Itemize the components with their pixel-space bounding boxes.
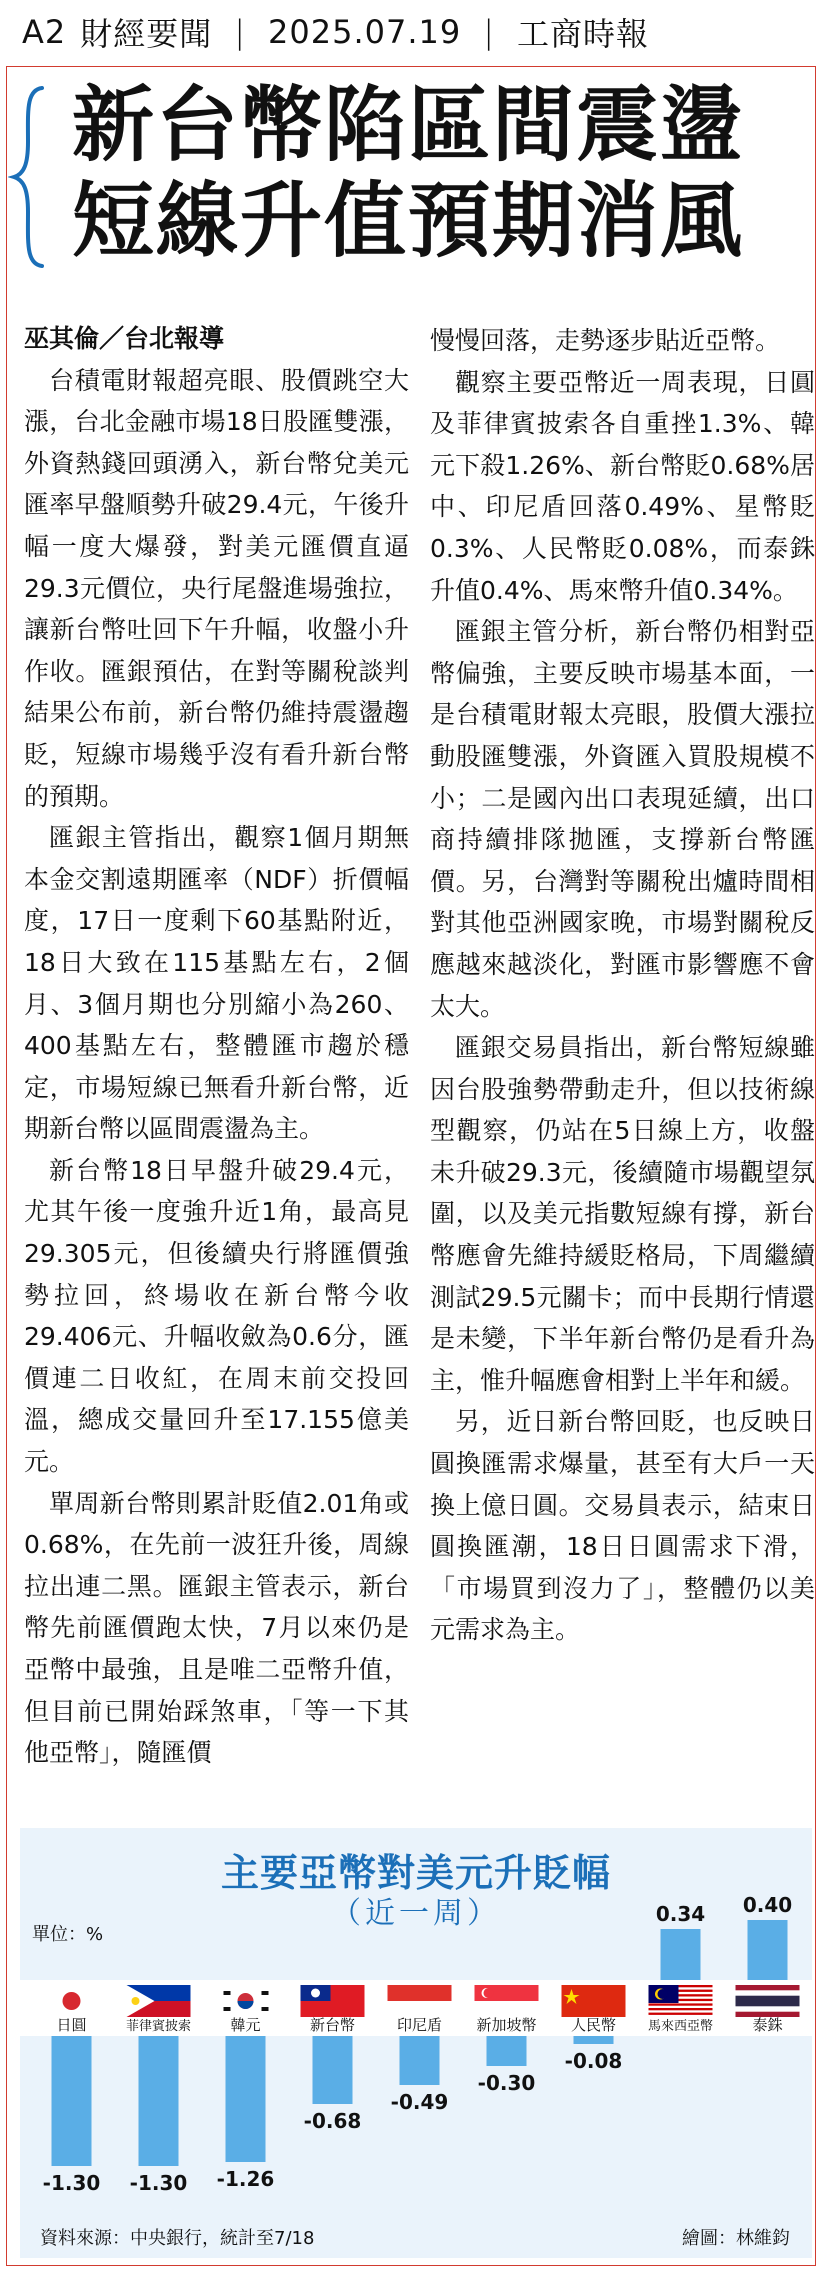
paragraph: 單周新台幣則累計貶值2.01角或0.68%，在先前一波狂升後，周線拉出連二黑。匯銀主管表示，新台幣先前匯價跑太快，7月以來仍是亞幣中最強，且是唯二亞幣升值，但目前已開始踩煞車，「等一下其他亞幣」，隨匯價 <box>24 1488 409 1768</box>
value-label: -0.68 <box>303 2109 362 2133</box>
paragraph: 匯銀主管指出，觀察1個月期無本金交割遠期匯率（NDF）折價幅度，17日一度剩下60基點附近，18日大致在115基點左右，2個月、3個月期也分別縮小為260、400基點左右，整體匯市趨於穩定，市場短線已無看升新台幣，近期新台幣以區間震盪為主。 <box>24 823 409 1144</box>
article-column-left <box>24 318 409 1774</box>
value-label: -1.30 <box>129 2171 188 2195</box>
chart-source: 資料來源：中央銀行，統計至7/18 <box>40 2228 315 2249</box>
value-label: -1.30 <box>42 2171 101 2195</box>
chart-credit: 繪圖：林維鈞 <box>682 2228 790 2249</box>
value-label: 0.34 <box>655 1902 706 1926</box>
category-label: 菲律賓披索 <box>125 2019 192 2034</box>
bar-8 <box>661 1929 701 1980</box>
bar-2 <box>139 2036 179 2166</box>
paragraph: 另，近日新台幣回貶，也反映日圓換匯需求爆量，甚至有大戶一天換上億日圓。交易員表示，結束日圓換匯潮，18日日圓需求下滑，「市場買到沒力了」，整體仍以美元需求為主。 <box>430 1407 815 1645</box>
singapore-flag-icon <box>475 1985 539 2017</box>
value-label: -0.49 <box>390 2090 449 2114</box>
chart-subtitle: （近一周） <box>331 1896 501 1931</box>
value-label: -0.30 <box>477 2071 536 2095</box>
headline-line-1: 新台幣陷區間震盪 <box>72 78 745 173</box>
category-label: 韓元 <box>230 2016 261 2034</box>
bar-4 <box>313 2036 353 2104</box>
bar-6 <box>487 2036 527 2066</box>
indonesia-flag-icon <box>388 1985 452 2017</box>
thailand-flag-icon <box>736 1985 800 2017</box>
paragraph: 匯銀主管分析，新台幣仍相對亞幣偏強，主要反映市場基本面，一是台積電財報太亮眼，股價大漲拉動股匯雙漲，外資匯入買股規模不小；二是國內出口表現延續，出口商持續排隊拋匯，支撐新台幣匯價。另，台灣對等關稅出爐時間相對其他亞洲國家晚，市場對關稅反應越來越淡化，對匯市影響應不會太大。 <box>430 617 815 1021</box>
article-body <box>24 318 814 1818</box>
newspaper-name: 工商時報 <box>517 15 650 53</box>
value-label: -0.08 <box>564 2049 623 2073</box>
category-label: 泰銖 <box>752 2016 783 2034</box>
category-label: 馬來西亞幣 <box>647 2019 714 2034</box>
paragraph: 觀察主要亞幣近一周表現，日圓及菲律賓披索各自重挫1.3%、韓元下殺1.26%、新台幣貶0.68%居中、印尼盾回落0.49%、星幣貶0.3%、人民幣貶0.08%，而泰銖升值0.4%、馬來幣升值0.34%。 <box>430 367 815 605</box>
chart-plot <box>20 1828 812 2258</box>
bar-7 <box>574 2036 614 2044</box>
korea-flag-icon <box>214 1985 278 2017</box>
category-label: 人民幣 <box>570 2016 617 2034</box>
paragraph: 新台幣18日早盤升破29.4元，尤其午後一度強升近1角，最高見29.305元，但後續央行將匯價強勢拉回，終場收在新台幣今收29.406元、升幅收斂為0.6分，匯價連二日收紅，在周末前交投回溫，總成交量回升至17.155億美元。 <box>24 1155 409 1477</box>
bar-3 <box>226 2036 266 2162</box>
currency-chart <box>20 1828 812 2258</box>
bar-5 <box>400 2036 440 2085</box>
value-label: 0.40 <box>742 1893 793 1917</box>
page-number: A2 <box>22 13 67 51</box>
japan-flag-icon <box>40 1985 104 2017</box>
paragraph: 台積電財報超亮眼、股價跳空大漲，台北金融市場18日股匯雙漲，外資熱錢回頭湧入，新台幣兌美元匯率早盤順勢升破29.4元，午後升幅一度大爆發，對美元匯價直逼29.3元價位，央行尾盤進場強拉，讓新台幣吐回下午升幅，收盤小升作收。匯銀預估，在對等關稅談判結果公布前，新台幣仍維持震盪趨貶，短線市場幾乎沒有看升新台幣的預期。 <box>24 365 409 811</box>
article-column-right <box>430 320 815 1651</box>
paragraph: 匯銀交易員指出，新台幣短線雖因台股強勢帶動走升，但以技術線型觀察，仍站在5日線上方，收盤未升破29.3元，後續隨市場觀望氛圍，以及美元指數短線有撐，新台幣應會先維持緩貶格局，下周繼續測試29.5元關卡；而中長期行情還是未變，下半年新台幣仍是看升為主，惟升幅應會相對上半年和緩。 <box>430 1033 815 1395</box>
page-header <box>0 0 822 64</box>
header-divider: | <box>234 13 247 51</box>
bar-9 <box>748 1920 788 1980</box>
byline: 巫其倫／台北報導 <box>24 324 225 353</box>
malaysia-flag-icon <box>649 1985 713 2017</box>
category-label: 印尼盾 <box>396 2016 443 2034</box>
headline <box>72 78 802 270</box>
headline-line-2: 短線升值預期消風 <box>72 174 745 269</box>
section-name: 財經要聞 <box>80 15 213 53</box>
value-label: -1.26 <box>216 2167 275 2191</box>
chart-title: 主要亞幣對美元升貶幅 <box>220 1851 611 1895</box>
issue-date: 2025.07.19 <box>268 13 462 51</box>
taiwan-flag-icon <box>301 1985 365 2017</box>
china-flag-icon <box>562 1985 626 2017</box>
bar-1 <box>52 2036 92 2166</box>
headline-brace-icon <box>8 82 52 272</box>
chart-unit-label: 單位：% <box>32 1924 104 1945</box>
paragraph-continued: 慢慢回落，走勢逐步貼近亞幣。 <box>430 326 781 355</box>
category-label: 日圓 <box>56 2016 87 2034</box>
category-label: 新加坡幣 <box>476 2016 537 2034</box>
category-label: 新台幣 <box>309 2016 356 2034</box>
philippines-flag-icon <box>127 1985 191 2017</box>
header-divider: | <box>483 13 496 51</box>
